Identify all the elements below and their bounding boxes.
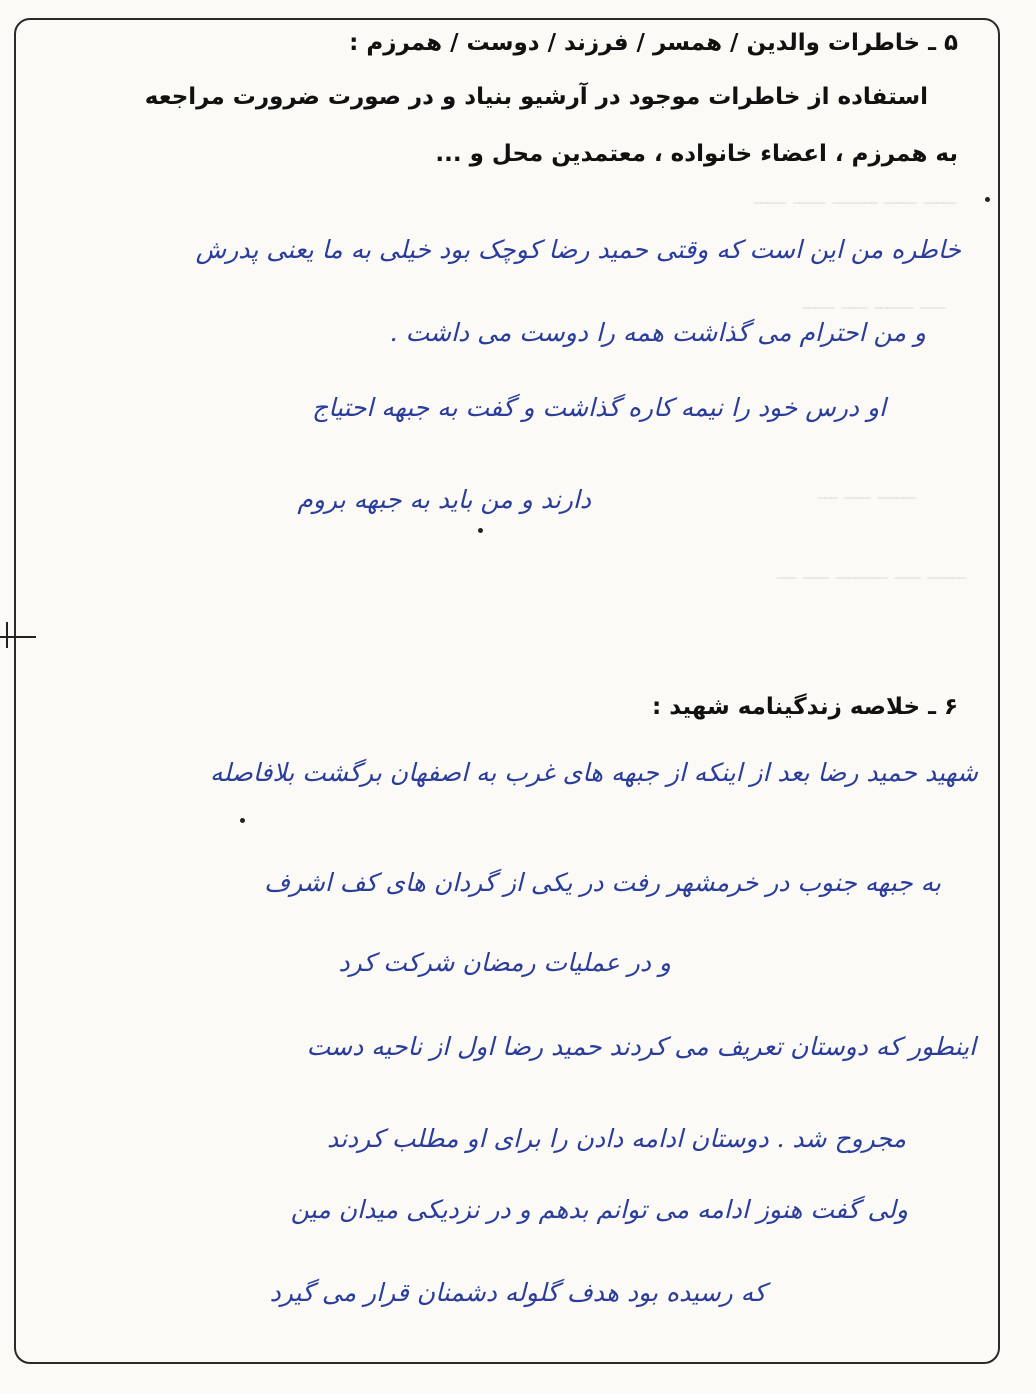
stray-dot bbox=[240, 818, 245, 823]
biography-line: شهید حمید رضا بعد از اینکه از جبهه های غرب به اصفهان برگشت بلافاصله bbox=[209, 758, 978, 787]
section-5-heading: ۵ ـ خاطرات والدین / همسر / فرزند / دوست / همرزم : bbox=[349, 30, 958, 56]
bleed-through-text: ‏ــــــ ــــ ـــ bbox=[818, 480, 916, 505]
biography-line: اینطور که دوستان تعریف می کردند حمید رضا اول از ناحیه دست bbox=[306, 1032, 976, 1061]
margin-tick bbox=[6, 622, 8, 648]
bleed-through-text: ‏ـــــ ـــــ ـــــــ ـــــ ـــــ bbox=[754, 185, 956, 210]
section-6-heading: ۶ ـ خلاصه زندگینامه شهید : bbox=[652, 694, 958, 720]
memoir-line: او درس خود را نیمه کاره گذاشت و گفت به جبهه احتیاج bbox=[312, 393, 886, 422]
bleed-through-text: ‏ــــــ ــــ ــــــــ ــــ ـــ bbox=[776, 560, 966, 585]
memoir-line: و من احترام می گذاشت همه را دوست می داشت . bbox=[389, 318, 926, 347]
stray-dot bbox=[478, 528, 483, 533]
page-frame bbox=[14, 18, 1000, 1364]
memoir-line: دارند و من باید به جبهه بروم bbox=[297, 485, 591, 514]
biography-line: که رسیده بود هدف گلوله دشمنان قرار می گیرد bbox=[269, 1278, 766, 1307]
biography-line: و در عملیات رمضان شرکت کرد bbox=[338, 948, 671, 977]
stray-dot bbox=[985, 197, 990, 202]
memoir-line: خاطره من این است که وقتی حمید رضا کوچک بود خیلی به ما یعنی پدرش bbox=[195, 235, 961, 264]
biography-line: مجروح شد . دوستان ادامه دادن را برای او مطلب کردند bbox=[326, 1124, 906, 1153]
section-5-instruction-line-2: به همرزم ، اعضاء خانواده ، معتمدین محل و ... bbox=[435, 141, 958, 167]
section-5-instruction-line-1: استفاده از خاطرات موجود در آرشیو بنیاد و در صورت ضرورت مراجعه bbox=[144, 84, 928, 110]
bleed-through-text: ‏ــــ ــــــ ــــ ـــــ bbox=[802, 290, 946, 315]
biography-line: ولی گفت هنوز ادامه می توانم بدهم و در نزدیکی میدان مین bbox=[290, 1195, 908, 1224]
biography-line: به جبهه جنوب در خرمشهر رفت در یکی از گردان های کف اشرف bbox=[264, 868, 941, 897]
